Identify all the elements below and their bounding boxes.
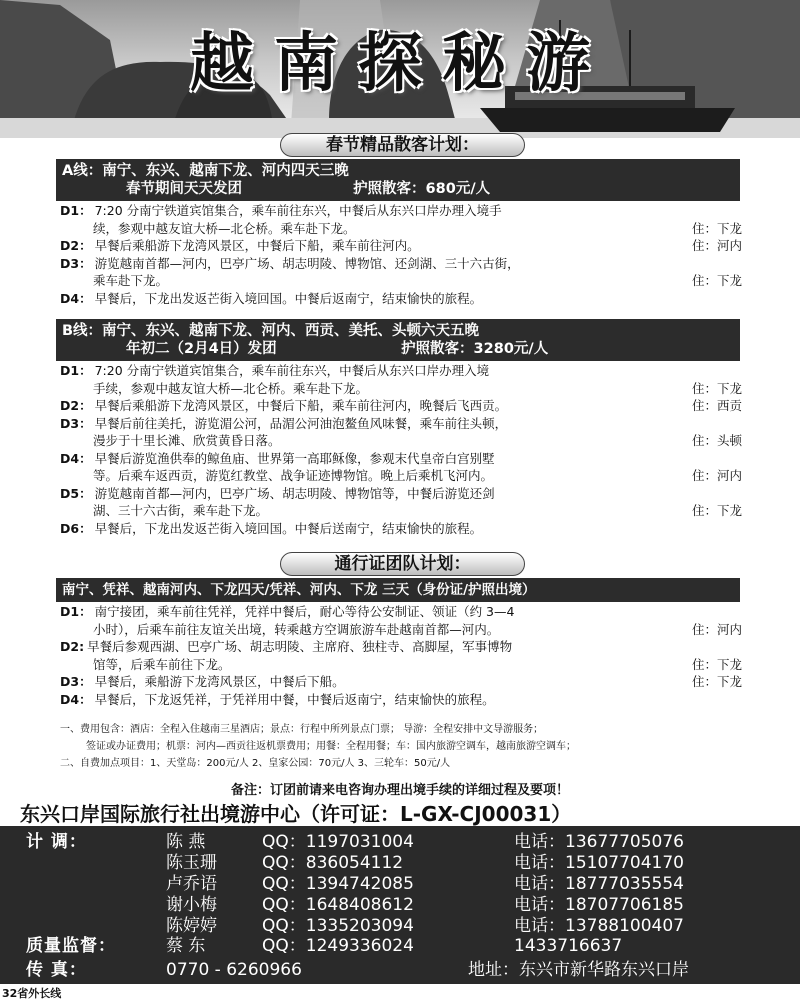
day-text-cont: 乘车赴下龙。 <box>93 273 169 288</box>
day-text: 早餐后游览渔供奉的鲸鱼庙、世界第一高耶稣像，参观末代皇帝白宫别墅 <box>94 450 495 466</box>
contact-qq: QQ：1394742085 <box>262 874 414 894</box>
fee-note-2: 签证或办证费用；机票：河内—西贡往返机票费用；用餐：全程用餐；车：国内旅游空调车，越南旅游空调车； <box>86 741 576 752</box>
itinerary-day <box>60 485 750 520</box>
contact-name: 卢乔语 <box>166 874 217 894</box>
day-label: D2： <box>60 398 92 413</box>
overnight-stay: 住：下龙 <box>691 220 742 236</box>
overnight-stay: 住：下龙 <box>691 503 742 518</box>
route-a-title: A线：南宁、东兴、越南下龙、河内四天三晚 <box>62 163 349 179</box>
contact-phone: 1433716637 <box>514 936 623 956</box>
contact-qq: QQ：1249336024 <box>262 936 414 956</box>
page-title: 越南探秘游 <box>190 26 610 101</box>
day-text-cont: 等。后乘车返西贡，游览红教堂、战争证迹博物馆。晚上后乘机飞河内。 <box>93 468 494 483</box>
day-text: 早餐后，下龙出发返芒街入境回国。中餐后返南宁，结束愉快的旅程。 <box>94 290 483 306</box>
contact-phone: 电话：13788100407 <box>514 916 684 936</box>
day-text: 7:20 分南宁铁道宾馆集合，乘车前往东兴，中餐后从东兴口岸办理入境手 <box>94 203 502 218</box>
day-label: D3： <box>60 255 92 271</box>
agency-name: 东兴口岸国际旅行社出境游中心（许可证：L-GX-CJ00031） <box>20 802 572 826</box>
role-planner: 计 调： <box>26 832 87 852</box>
day-text: 南宁接团，乘车前往凭祥，凭祥中餐后，耐心等待公安制证、领证（约 3—4 <box>94 604 515 619</box>
day-text: 早餐后，乘船游下龙湾风景区，中餐后下船。 <box>94 674 345 689</box>
overnight-stay: 住：西贡 <box>691 398 742 413</box>
itinerary-day <box>60 255 750 290</box>
day-text: 游览越南首都—河内，巴亭广场、胡志明陵、博物馆等，中餐后游览还剑 <box>94 485 495 501</box>
overnight-stay: 住：下龙 <box>691 674 742 689</box>
route-c-bar <box>56 578 740 602</box>
day-text: 早餐后乘船游下龙湾风景区，中餐后下船，乘车前往河内。 <box>94 238 420 253</box>
address: 地址：东兴市新华路东兴口岸 <box>468 960 689 980</box>
overnight-stay: 住：下龙 <box>691 273 742 288</box>
hero-banner <box>0 0 800 138</box>
role-quality: 质量监督： <box>26 936 116 956</box>
overnight-stay: 住：河内 <box>691 468 742 483</box>
day-label: D4： <box>60 691 92 707</box>
itinerary-day <box>60 202 750 237</box>
contact-qq: QQ：836054112 <box>262 853 404 873</box>
contact-qq: QQ：1197031004 <box>262 832 414 852</box>
section-ribbon-permit: 通行证团队计划： <box>280 552 525 576</box>
contact-phone: 电话：18777035554 <box>514 874 684 894</box>
overnight-stay: 住：头顿 <box>691 433 742 448</box>
itinerary-day <box>60 520 750 538</box>
contact-qq: QQ：1648408612 <box>262 895 414 915</box>
overnight-stay: 住：下龙 <box>691 656 742 672</box>
itinerary-day <box>60 237 750 255</box>
fax-number: 0770 - 6260966 <box>166 960 302 980</box>
booking-remark: 备注：订团前请来电咨询办理出境手续的详细过程及要项！ <box>230 783 569 798</box>
contact-phone: 电话：15107704170 <box>514 853 684 873</box>
route-c-title: 南宁、凭祥、越南河内、下龙四天/凭祥、河内、下龙 三天（身份证/护照出境） <box>62 582 536 598</box>
day-label: D1： <box>60 363 92 378</box>
route-b-bar <box>56 319 740 361</box>
overnight-stay: 住：河内 <box>691 621 742 637</box>
route-b-itinerary <box>60 362 750 537</box>
itinerary-day <box>60 450 750 485</box>
day-text-cont: 小时），后乘车前往友谊关出境，转乘越方空调旅游车赴越南首都—河内。 <box>93 621 500 637</box>
route-a-price: 护照散客：680元/人 <box>353 181 491 197</box>
itinerary-day <box>60 603 750 638</box>
route-a-bar <box>56 159 740 201</box>
day-label: D1： <box>60 604 92 619</box>
route-a-schedule: 春节期间天天发团 <box>126 181 242 197</box>
role-fax: 传 真： <box>26 960 87 980</box>
day-label: D2： <box>60 238 92 253</box>
contact-name: 陈玉珊 <box>166 853 217 873</box>
route-b-price: 护照散客：3280元/人 <box>401 341 549 357</box>
day-text-cont: 馆等，后乘车前往下龙。 <box>93 656 231 672</box>
itinerary-day <box>60 673 750 691</box>
day-label: D4： <box>60 290 92 306</box>
itinerary-day <box>60 691 750 709</box>
contact-name: 陈 燕 <box>166 832 206 852</box>
overnight-stay: 住：河内 <box>691 238 742 253</box>
day-label: D3： <box>60 415 92 431</box>
day-label: D2: <box>60 639 85 654</box>
itinerary-day <box>60 397 750 415</box>
day-text: 游览越南首都—河内，巴亭广场、胡志明陵、博物馆、还剑湖、三十六古街， <box>94 255 520 271</box>
itinerary-day <box>60 290 750 308</box>
day-text: 早餐后乘船游下龙湾风景区，中餐后下船，乘车前往河内，晚餐后飞西贡。 <box>94 398 508 413</box>
day-text: 早餐后，下龙返凭祥，于凭祥用中餐，中餐后返南宁，结束愉快的旅程。 <box>94 691 495 707</box>
section-ribbon-spring: 春节精品散客计划： <box>280 133 525 157</box>
day-label: D1： <box>60 203 92 218</box>
fee-note-3: 二、自费加点项目：1、天堂岛：200元/人 2、皇家公园：70元/人 3、三轮车：50元/人 <box>60 758 451 769</box>
day-text-cont: 漫步于十里长滩、欣赏黄昏日落。 <box>93 433 281 448</box>
route-b-title: B线：南宁、东兴、越南下龙、河内、西贡、美托、头顿六天五晚 <box>62 323 480 339</box>
day-text-cont: 湖、三十六古街，乘车赴下龙。 <box>93 503 269 518</box>
day-label: D5： <box>60 485 92 501</box>
fee-notes <box>60 721 760 772</box>
fee-note-1: 一、费用包含：酒店：全程入住越南三星酒店；景点：行程中所列景点门票； 导游：全程安排中文导游服务； <box>60 724 544 735</box>
day-text: 早餐后，下龙出发返芒街入境回国。中餐后送南宁，结束愉快的旅程。 <box>94 520 483 536</box>
itinerary-day <box>60 362 750 397</box>
contact-phone: 电话：13677705076 <box>514 832 684 852</box>
itinerary-day <box>60 415 750 450</box>
contact-name: 蔡 东 <box>166 936 206 956</box>
day-text: 早餐后前往美托，游览湄公河，品湄公河油泡鳌鱼风味餐，乘车前往头顿， <box>94 415 508 431</box>
contact-qq: QQ：1335203094 <box>262 916 414 936</box>
route-c-itinerary <box>60 603 750 708</box>
page-footer: 32省外长线 <box>2 987 62 1000</box>
contact-name: 谢小梅 <box>166 895 217 915</box>
contact-block <box>0 826 800 984</box>
route-a-itinerary <box>60 202 750 307</box>
day-text: 早餐后参观西湖、巴亭广场、胡志明陵、主席府、独柱寺、高脚屋，军事博物 <box>87 639 513 654</box>
route-b-schedule: 年初二（2月4日）发团 <box>126 341 277 357</box>
contact-phone: 电话：18707706185 <box>514 895 684 915</box>
day-text-cont: 手续，参观中越友谊大桥—北仑桥。乘车赴下龙。 <box>93 380 369 396</box>
day-label: D3： <box>60 674 92 689</box>
itinerary-day <box>60 638 750 673</box>
day-text-cont: 续，参观中越友谊大桥—北仑桥。乘车赴下龙。 <box>93 220 356 236</box>
day-label: D4： <box>60 450 92 466</box>
contact-name: 陈婷婷 <box>166 916 217 936</box>
day-text: 7:20 分南宁铁道宾馆集合，乘车前往东兴，中餐后从东兴口岸办理入境 <box>94 363 490 378</box>
day-label: D6： <box>60 520 92 536</box>
overnight-stay: 住：下龙 <box>691 380 742 396</box>
